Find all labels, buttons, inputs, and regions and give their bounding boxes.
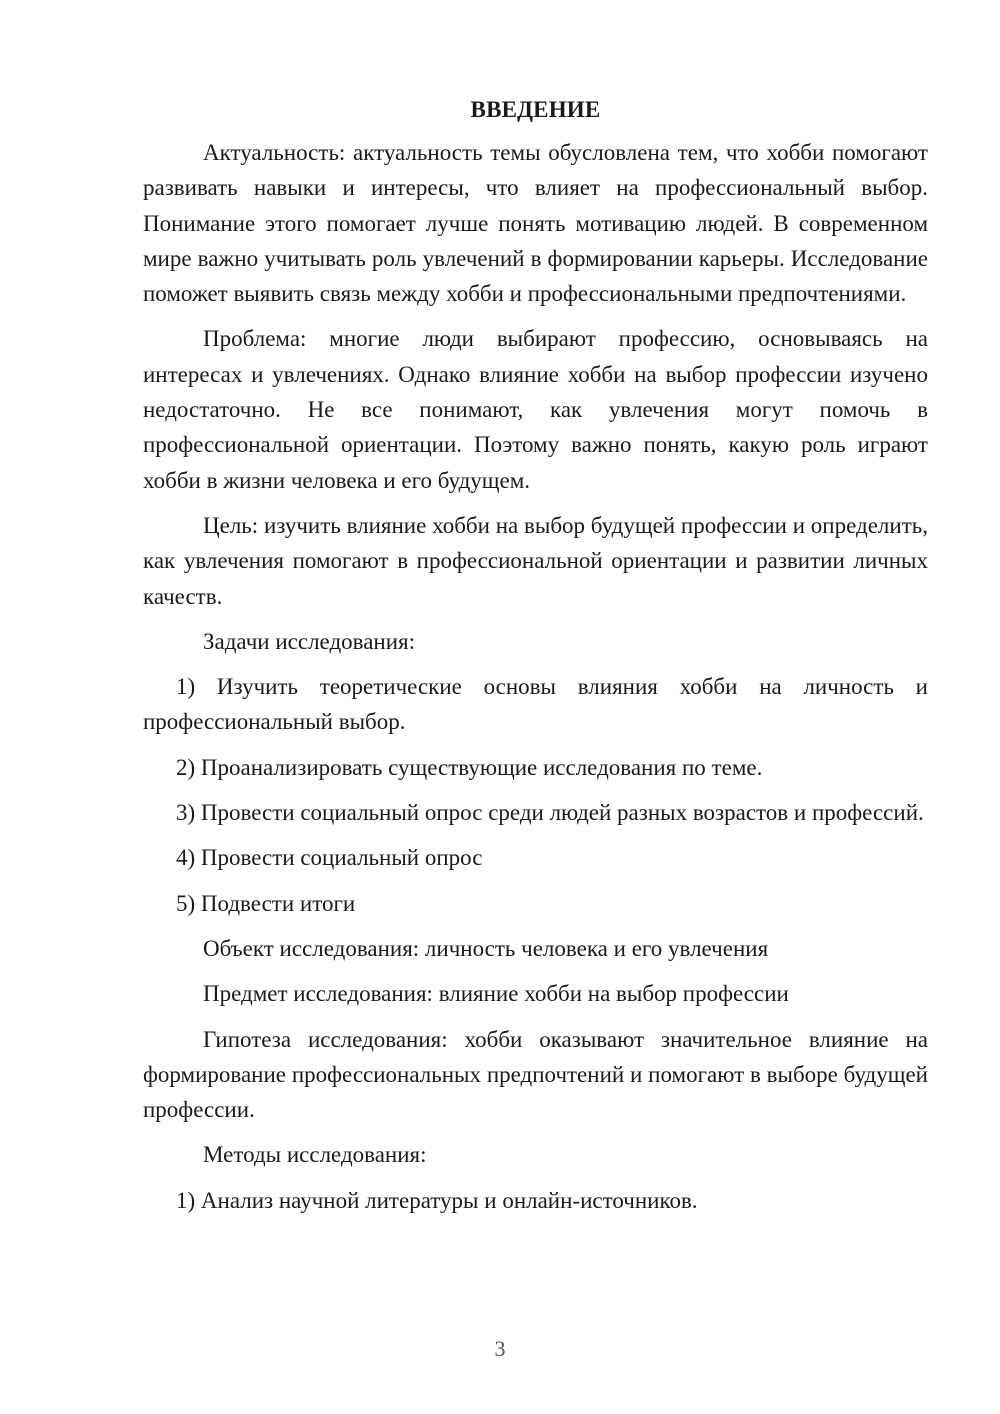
paragraph-hypothesis: Гипотеза исследования: хобби оказывают значительное влияние на формирование профессиональных предпочтений и помогают в выборе будущей профессии. (143, 1026, 928, 1123)
list-item-task-2: 2) Проанализировать существующие исследования по теме. (176, 754, 763, 780)
list-item-task-4: 4) Провести социальный опрос (176, 845, 483, 871)
paragraph-problem: Проблема: многие люди выбирают профессию, основываясь на интересах и увлечениях. Однако влияние хобби на выбор профессии изучено недостаточно. Не все понимают, как увлечения могут помочь в профессиональной ориентации. Поэтому важно понять, какую роль играют хобби в жизни человека и его будущем. (143, 326, 928, 493)
paragraph-subject: Предмет исследования: влияние хобби на выбор профессии (203, 981, 789, 1007)
paragraph-tasks-heading: Задачи исследования: (203, 628, 416, 654)
list-item-method-1: 1) Анализ научной литературы и онлайн-источников. (176, 1187, 698, 1213)
list-item-task-3: 3) Провести социальный опрос среди людей разных возрастов и профессий. (176, 800, 924, 826)
page-number: 3 (494, 1336, 506, 1361)
section-title: ВВЕДЕНИЕ (470, 97, 601, 122)
paragraph-object: Объект исследования: личность человека и его увлечения (203, 935, 769, 961)
document-page (143, 92, 928, 1228)
paragraph-relevance: Актуальность: актуальность темы обусловлена тем, что хобби помогают развивать навыки и интересы, что влияет на профессиональный выбор. Понимание этого помогает лучше понять мотивацию людей. В современном мире важно учитывать роль увлечений в формировании карьеры. Исследование поможет выявить связь между хобби и профессиональными предпочтениями. (143, 140, 928, 307)
paragraph-methods-heading: Методы исследования: (203, 1142, 427, 1168)
list-item-task-1: 1) Изучить теоретические основы влияния хобби на личность и профессиональный выбор. (143, 674, 928, 735)
list-item-task-5: 5) Подвести итоги (176, 890, 356, 916)
paragraph-goal: Цель: изучить влияние хобби на выбор будущей профессии и определить, как увлечения помогают в профессиональной ориентации и развитии личных качеств. (143, 512, 928, 609)
